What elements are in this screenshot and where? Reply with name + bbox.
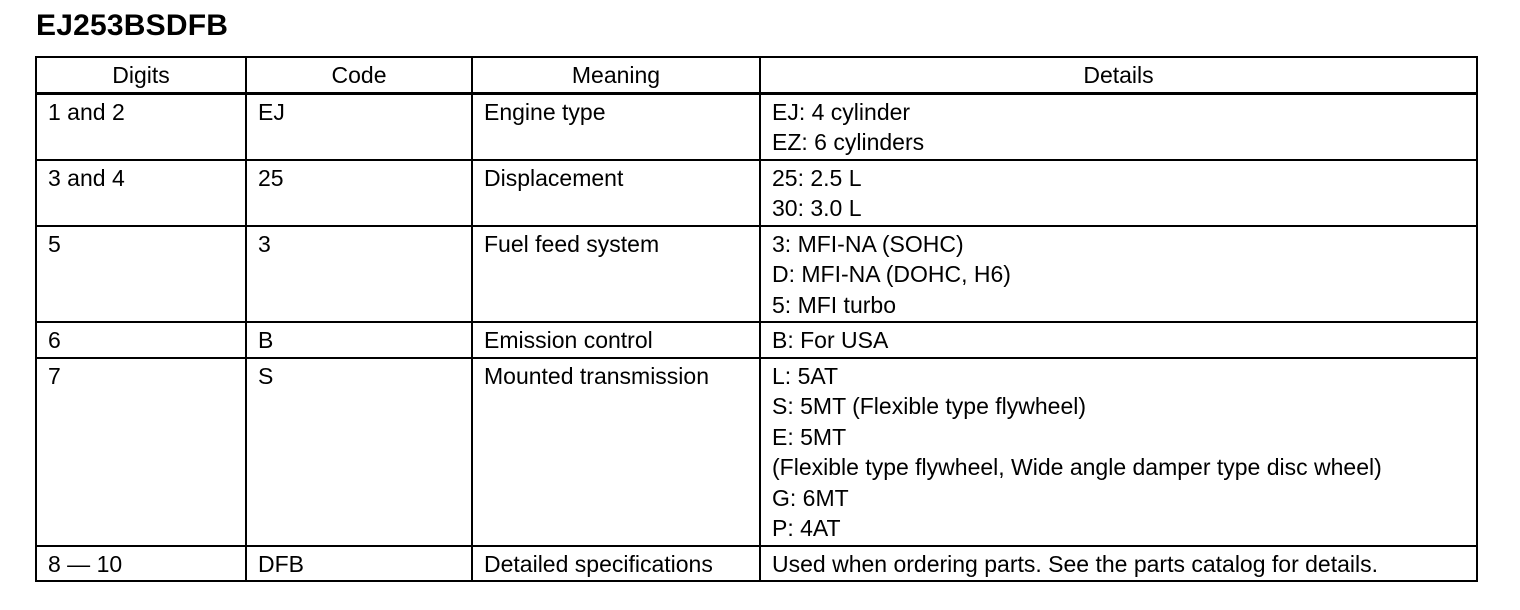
detail-line: 3: MFI-NA (SOHC) — [772, 230, 964, 257]
engine-code-table — [35, 56, 1478, 582]
cell-meaning: Detailed specifications — [472, 546, 760, 582]
detail-line: P: 4AT — [772, 515, 841, 541]
detail-line: (Flexible type flywheel, Wide angle damper type disc wheel) — [772, 454, 1382, 480]
table-row — [36, 546, 1477, 582]
cell-code: 25 — [246, 160, 472, 226]
detail-line: S: 5MT (Flexible type flywheel) — [772, 393, 1087, 419]
detail-line: D: MFI-NA (DOHC, H6) — [772, 261, 1011, 287]
cell-details — [760, 546, 1477, 582]
cell-code: DFB — [246, 546, 472, 582]
cell-digits: 1 and 2 — [36, 93, 246, 160]
header-code: Code — [246, 57, 472, 93]
detail-line: Used when ordering parts. See the parts catalog for details. — [772, 550, 1379, 577]
cell-code: EJ — [246, 93, 472, 160]
cell-meaning: Displacement — [472, 160, 760, 226]
cell-meaning: Mounted transmission — [472, 358, 760, 546]
document-title: EJ253BSDFB — [36, 9, 229, 42]
cell-code: S — [246, 358, 472, 546]
detail-line: 30: 3.0 L — [772, 195, 862, 221]
cell-details — [760, 226, 1477, 323]
cell-digits: 7 — [36, 358, 246, 546]
cell-digits: 5 — [36, 226, 246, 323]
table-row — [36, 322, 1477, 358]
table-row — [36, 226, 1477, 323]
table-header-row — [36, 57, 1477, 93]
cell-meaning: Engine type — [472, 93, 760, 160]
cell-code: B — [246, 322, 472, 358]
table-row — [36, 93, 1477, 160]
header-digits: Digits — [36, 57, 246, 93]
detail-line: EJ: 4 cylinder — [772, 98, 911, 125]
cell-details — [760, 93, 1477, 160]
detail-line: G: 6MT — [772, 484, 849, 511]
table-row — [36, 160, 1477, 226]
detail-line: EZ: 6 cylinders — [772, 129, 925, 155]
cell-digits: 6 — [36, 322, 246, 358]
table-body — [36, 93, 1477, 581]
cell-meaning: Emission control — [472, 322, 760, 358]
cell-details — [760, 358, 1477, 546]
table-row — [36, 358, 1477, 546]
cell-digits: 3 and 4 — [36, 160, 246, 226]
header-details: Details — [760, 57, 1477, 93]
detail-line: 5: MFI turbo — [772, 291, 896, 318]
detail-line: L: 5AT — [772, 362, 839, 389]
cell-code: 3 — [246, 226, 472, 323]
header-meaning: Meaning — [472, 57, 760, 93]
cell-details — [760, 322, 1477, 358]
cell-meaning: Fuel feed system — [472, 226, 760, 323]
detail-line: 25: 2.5 L — [772, 164, 862, 191]
detail-line: E: 5MT — [772, 423, 847, 450]
cell-digits: 8 — 10 — [36, 546, 246, 582]
cell-details — [760, 160, 1477, 226]
detail-line: B: For USA — [772, 327, 889, 353]
